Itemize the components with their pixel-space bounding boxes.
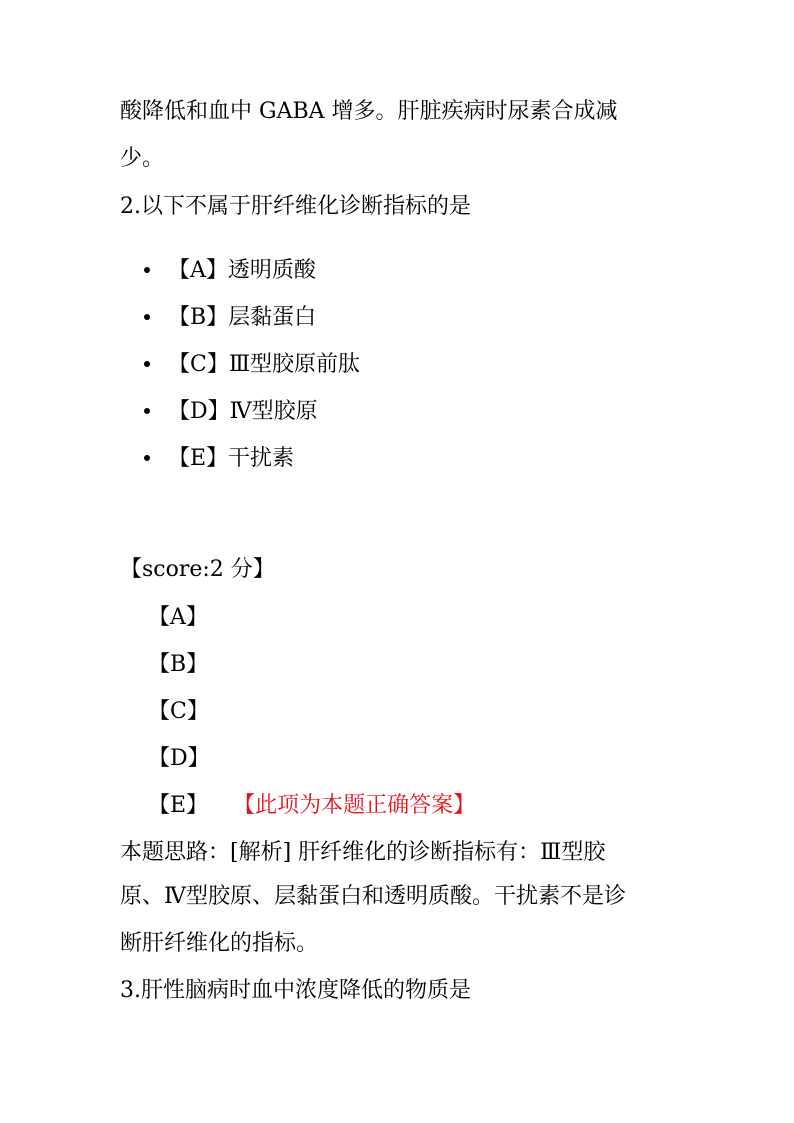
answer-b: 【B】 <box>148 652 209 677</box>
bullet-icon <box>144 267 150 273</box>
answer-a: 【A】 <box>148 605 208 630</box>
answer-e-label: 【E】 <box>148 793 209 818</box>
question-3-stem: 3.肝性脑病时血中浓度降低的物质是 <box>120 978 471 1003</box>
option-d-label: 【D】Ⅳ型胶原 <box>168 399 318 424</box>
answer-e <box>148 791 475 821</box>
bullet-icon <box>144 361 150 367</box>
prev-explanation-line-2: 少。 <box>120 146 165 171</box>
option-a <box>144 256 316 286</box>
bullet-icon <box>144 314 150 320</box>
prev-explanation-line-1: 酸降低和血中 GABA 增多。肝脏疾病时尿素合成减 <box>120 99 618 124</box>
explanation-line-3: 断肝纤维化的指标。 <box>120 931 319 956</box>
option-c-label: 【C】Ⅲ型胶原前肽 <box>168 352 361 377</box>
option-c <box>144 350 360 380</box>
bullet-icon <box>144 408 150 414</box>
option-b <box>144 303 316 333</box>
option-e-label: 【E】干扰素 <box>168 446 295 471</box>
explanation-line-1: 本题思路：[解析] 肝纤维化的诊断指标有：Ⅲ型胶 <box>120 840 606 865</box>
correct-answer-note: 【此项为本题正确答案】 <box>244 793 476 818</box>
option-a-label: 【A】透明质酸 <box>168 258 316 283</box>
score-label: 【score:2 分】 <box>120 557 275 582</box>
option-d <box>144 397 318 427</box>
answer-c: 【C】 <box>148 699 209 724</box>
explanation-line-2: 原、Ⅳ型胶原、层黏蛋白和透明质酸。干扰素不是诊 <box>120 884 626 909</box>
option-b-label: 【B】层黏蛋白 <box>168 305 317 330</box>
answer-d: 【D】 <box>148 746 210 771</box>
question-2-stem: 2.以下不属于肝纤维化诊断指标的是 <box>120 194 471 219</box>
bullet-icon <box>144 455 150 461</box>
option-e <box>144 444 294 474</box>
